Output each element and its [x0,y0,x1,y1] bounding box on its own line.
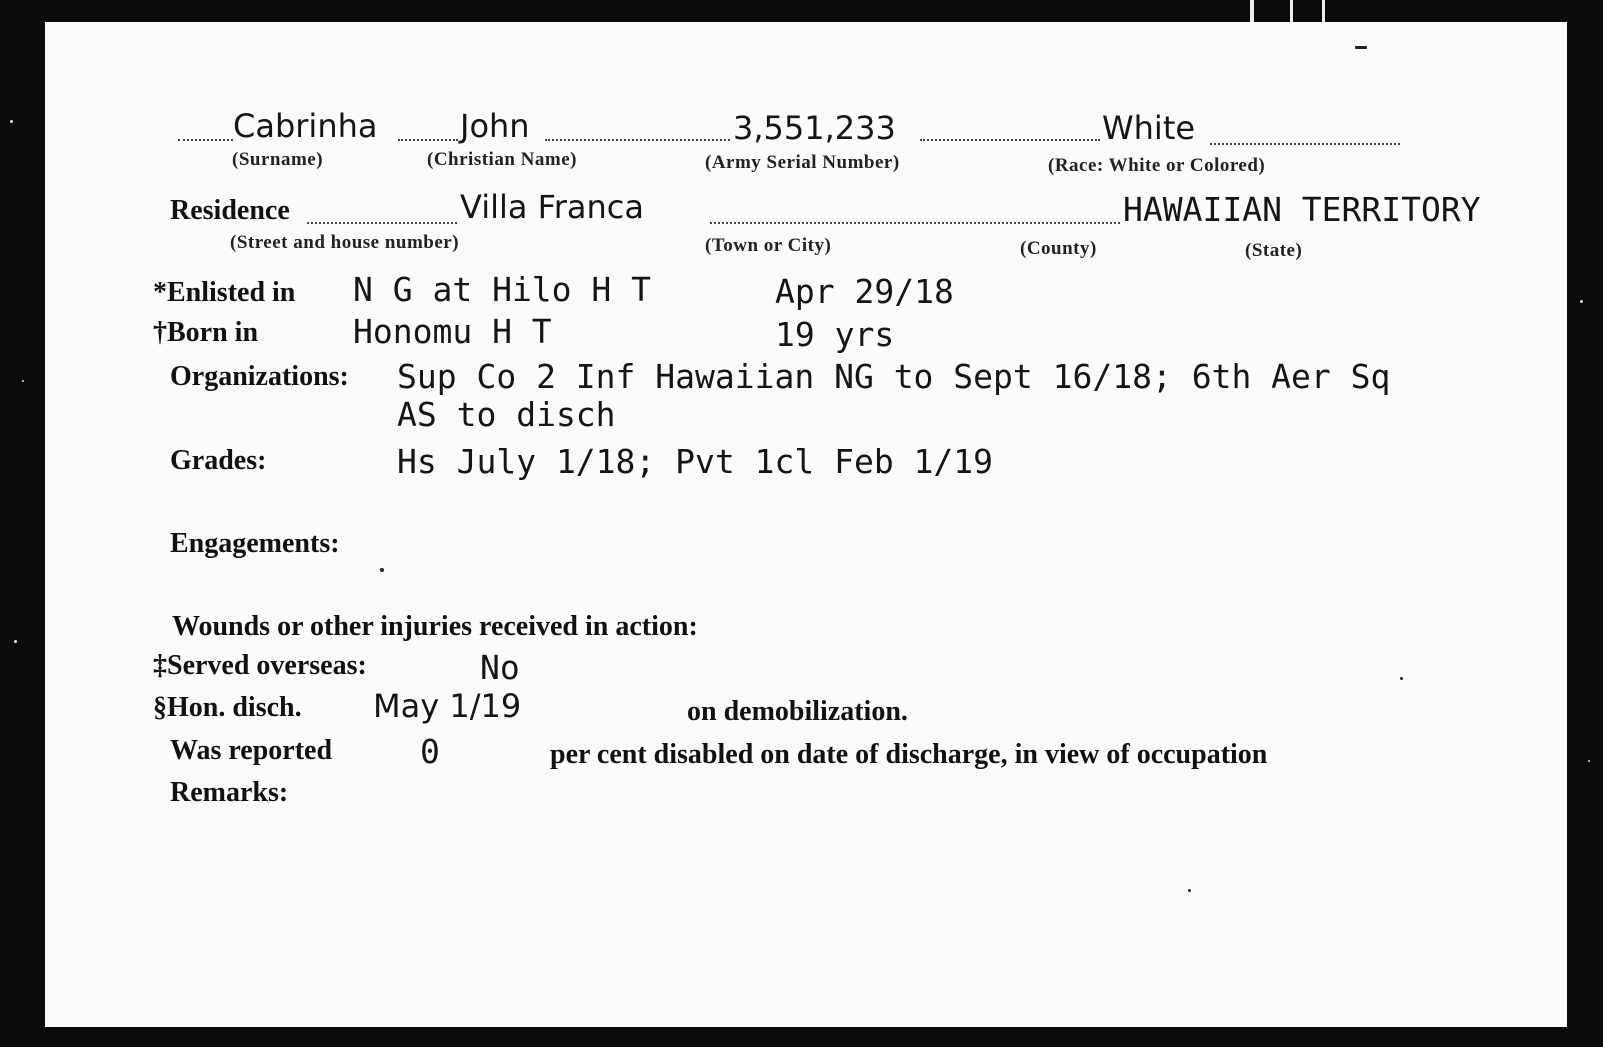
serial-dotted-line [545,139,730,141]
grades-label: Grades: [170,445,267,476]
grades-value: Hs July 1/18; Pvt 1cl Feb 1/19 [397,442,994,481]
organizations-label: Organizations: [170,361,349,392]
christian-name-dotted-line [398,139,458,141]
card-speck [380,568,384,572]
residence-county-dotted-line [710,222,1120,224]
film-speck [10,120,13,123]
remarks-label: Remarks: [170,777,289,808]
hon-disch-label: §Hon. disch. [153,692,302,723]
surname-value: Cabrinha [233,107,378,145]
served-overseas-value: No [480,648,520,687]
was-reported-label: Was reported [170,735,333,766]
organizations-line-1: Sup Co 2 Inf Hawaiian NG to Sept 16/18; 6th Aer Sq [397,357,1391,396]
film-speck [1588,760,1590,762]
served-overseas-label: ‡Served overseas: [153,650,367,681]
service-record-card [45,22,1567,1027]
card-speck [1188,889,1191,892]
film-speck [22,380,24,382]
wounds-label: Wounds or other injuries received in action: [172,611,698,642]
enlisted-place-value: N G at Hilo H T [353,270,652,309]
residence-street-dotted-line [307,222,457,224]
card-speck [1355,46,1367,49]
residence-state-value: HAWAIIAN TERRITORY [1123,190,1481,229]
hon-disch-suffix: on demobilization. [687,696,908,727]
serial-number-value: 3,551,233 [733,109,896,147]
enlisted-label: *Enlisted in [153,277,296,308]
born-place-value: Honomu H T [353,312,552,351]
county-caption: (County) [1020,238,1097,259]
surname-dotted-line [178,139,233,141]
race-caption: (Race: White or Colored) [1048,155,1266,176]
race-value: White [1102,109,1196,147]
engagements-label: Engagements: [170,528,340,559]
disability-percent-value: 0 [420,732,440,771]
card-speck [1400,677,1403,680]
disability-suffix: per cent disabled on date of discharge, in view of occupation [550,739,1268,770]
town-caption: (Town or City) [705,235,832,256]
film-speck [1580,300,1583,303]
born-age-value: 19 yrs [775,315,895,354]
residence-label: Residence [170,195,290,226]
state-caption: (State) [1245,240,1303,261]
race-dotted-line-end [1210,143,1400,145]
christian-name-value: John [460,107,530,145]
surname-caption: (Surname) [232,149,324,170]
film-speck [14,640,17,643]
street-caption: (Street and house number) [230,232,460,253]
hon-disch-date-value: May 1/19 [373,687,522,725]
born-label: †Born in [153,317,259,348]
christian-name-caption: (Christian Name) [427,149,577,170]
race-dotted-line [920,139,1100,141]
residence-town-value: Villa Franca [460,188,644,226]
organizations-line-2: AS to disch [397,395,616,434]
serial-caption: (Army Serial Number) [705,152,900,173]
enlisted-date-value: Apr 29/18 [775,272,954,311]
